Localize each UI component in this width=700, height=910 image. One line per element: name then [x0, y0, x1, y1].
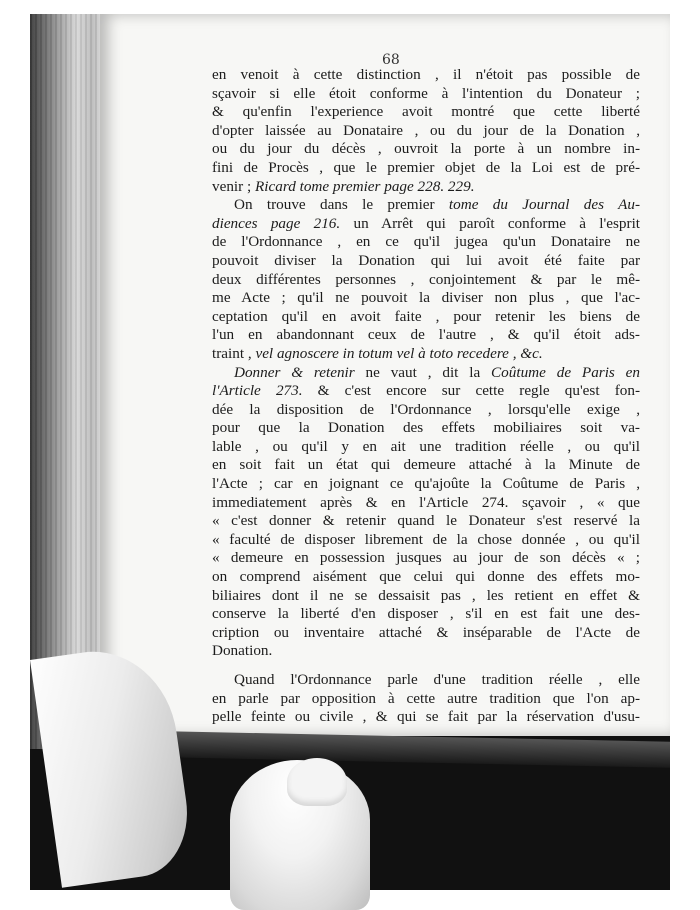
text-line: on comprend aisément que celui qui donne des effets mo-	[212, 568, 640, 586]
text-line: « demeure en possession jusques au jour de son décès « ;	[212, 549, 640, 567]
text-line: de l'Ordonnance , en ce qu'il jugea qu'un Donataire ne	[212, 233, 640, 251]
text-line: « faculté de disposer librement de la chose donnée , ou qu'il	[212, 530, 640, 548]
text-line: pour que la Donation des effets mobiliaires soit va-	[212, 419, 640, 437]
text-line: Quand l'Ordonnance parle d'une tradition réelle , elle	[234, 671, 640, 688]
paragraph-4	[212, 671, 640, 727]
text-line: ou du jour du décès , ouvroit la porte à un nombre in-	[212, 140, 640, 158]
text-line: dée la disposition de l'Ordonnance , lorsqu'elle exige ,	[212, 400, 640, 418]
text-line: cription ou inventaire attaché & inséparable de l'Acte de	[212, 623, 640, 641]
text-line: conserve la liberté d'en disposer , s'il en est fait une des-	[212, 605, 640, 623]
text-line: d'opter laissée au Donataire , ou du jour de la Donation ,	[212, 121, 640, 139]
text-line: lable , ou qu'il y en ait une tradition réelle , ou qu'il	[212, 437, 640, 455]
text-line: ceptation qu'il en avoit faite , pour retenir les biens de	[212, 307, 640, 325]
text-line: en parle par opposition à cette autre tradition que l'on ap-	[212, 689, 640, 707]
text-line: en venoit à cette distinction , il n'étoit pas possible de	[212, 66, 640, 83]
text-line: deux différentes personnes , conjointement & par le mê-	[212, 270, 640, 288]
text-line: immediatement après & en l'Article 274. sçavoir , « que	[212, 493, 640, 511]
text-line: en soit fait un état qui demeure attaché à la Minute de	[212, 456, 640, 474]
text-line: Donner & retenir ne vaut , dit la Coûtume de Paris en	[234, 363, 641, 381]
text-line: l'Acte ; car en joignant ce qu'ajoûte la Coûtume de Paris ,	[212, 475, 640, 493]
text-line: On trouve dans le premier tome du Journal des Au-	[234, 196, 640, 214]
paragraph-3	[212, 364, 640, 662]
text-line: sçavoir si elle étoit conforme à l'intention du Donateur ;	[212, 84, 640, 102]
page-number: 68	[382, 52, 400, 68]
text-line: diences page 216. un Arrêt qui paroît conforme à l'esprit	[212, 214, 641, 232]
text-line: pouvoit diviser la Donation qui lui avoit été faite par	[212, 251, 640, 269]
text-line: pelle feinte ou civile , & qui se fait par la réservation d'usu-	[212, 708, 640, 726]
book-page-edges	[30, 14, 108, 749]
paragraph-2	[212, 196, 640, 363]
text-line: l'Article 273. & c'est encore sur cette regle qu'est fon-	[212, 382, 641, 400]
text-line: traint , vel agnoscere in totum vel à toto recedere , &c.	[212, 344, 543, 362]
text-line: & qu'enfin l'experience avoit montré que cette liberté	[212, 103, 640, 121]
text-line: fini de Procès , que le premier objet de la Loi est de pré-	[212, 158, 640, 176]
text-line: biliaires dont il ne se dessaisit pas , les retient en effet &	[212, 586, 640, 604]
body-text	[212, 66, 640, 727]
text-line: l'un en abandonnant ceux de l'autre , & qu'il étoit ads-	[212, 326, 640, 344]
thumbnail	[287, 758, 347, 806]
text-line: me Acte ; qu'il ne pouvoit la diviser non plus , que l'ac-	[212, 289, 640, 307]
text-line: venir ; Ricard tome premier page 228. 229.	[212, 177, 475, 195]
text-line: Donation.	[212, 642, 273, 660]
paragraph-1	[212, 66, 640, 196]
text-line: « c'est donner & retenir quand le Donateur s'est reservé la	[212, 512, 640, 530]
